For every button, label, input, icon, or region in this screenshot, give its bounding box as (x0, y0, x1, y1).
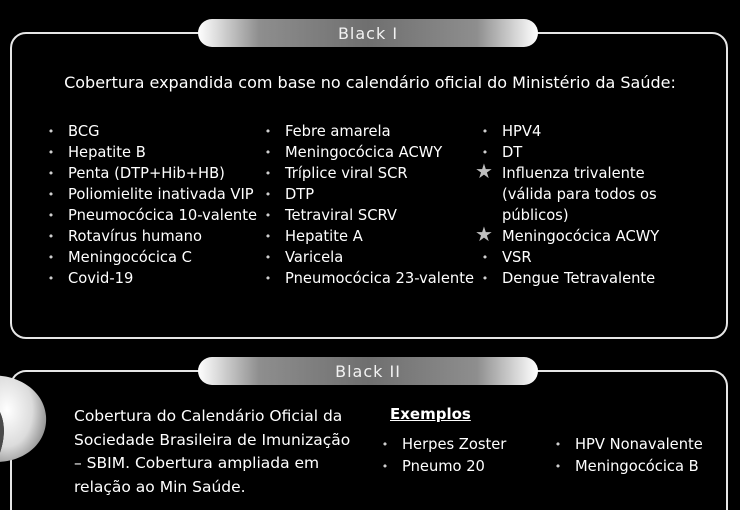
list-item: • Covid-19 (44, 268, 257, 289)
list-item: • Herpes Zoster (378, 434, 506, 456)
list-item: • Dengue Tetravalente (478, 268, 659, 289)
examples-column-1 (378, 434, 506, 478)
bullet-icon: • (47, 272, 55, 285)
list-item: • Pneumocócica 23-valente (261, 268, 474, 289)
examples-column-2 (551, 434, 703, 478)
black-i-intro: Cobertura expandida com base no calendário oficial do Ministério da Saúde: (64, 73, 676, 92)
list-item: • Febre amarela (261, 121, 474, 142)
bullet-icon: • (47, 188, 55, 201)
examples-heading: Exemplos (390, 405, 471, 423)
list-item: • BCG (44, 121, 257, 142)
list-item: • Varicela (261, 247, 474, 268)
list-item: • DTP (261, 184, 474, 205)
bullet-icon: • (47, 209, 55, 222)
bullet-icon: • (481, 251, 489, 264)
list-item: • VSR (478, 247, 659, 268)
bullet-icon: • (554, 460, 562, 473)
bullet-icon: • (47, 125, 55, 138)
bullet-icon: • (47, 230, 55, 243)
black-ii-description: Cobertura do Calendário Oficial da Sociedade Brasileira de Imunização – SBIM. Cobertura ampliada em relação ao Min Saúde. (74, 407, 351, 496)
bullet-icon: • (264, 209, 272, 222)
list-item: • Penta (DTP+Hib+HB) (44, 163, 257, 184)
star-icon: ★ (475, 222, 493, 246)
bullet-icon: • (381, 460, 389, 473)
star-icon: ★ (475, 159, 493, 183)
bullet-icon: • (481, 272, 489, 285)
list-item: • Pneumocócica 10-valente (44, 205, 257, 226)
list-item: • Hepatite B (44, 142, 257, 163)
bullet-icon: • (47, 167, 55, 180)
bullet-icon: • (381, 438, 389, 451)
bullet-icon: • (264, 167, 272, 180)
bullet-icon: • (264, 146, 272, 159)
list-item-highlighted: ★ Meningocócica ACWY (475, 222, 660, 246)
bullet-icon: • (264, 272, 272, 285)
black-i-column-3 (475, 121, 660, 289)
list-item: • Poliomielite inativada VIP (44, 184, 257, 205)
black-i-column-2 (261, 121, 474, 289)
black-i-tab-label: Black I (337, 23, 399, 43)
black-i-tab[interactable] (198, 19, 538, 47)
black-ii-tab-label: Black II (335, 361, 401, 381)
bullet-icon: • (264, 125, 272, 138)
bullet-icon: • (481, 146, 489, 159)
list-item: • DT (478, 142, 659, 163)
bullet-icon: • (264, 251, 272, 264)
black-i-column-1 (44, 121, 257, 289)
black-ii-tab[interactable] (198, 357, 538, 385)
list-item: • Rotavírus humano (44, 226, 257, 247)
list-item: • Pneumo 20 (378, 456, 506, 478)
list-item: • HPV4 (478, 121, 659, 142)
list-item: • Meningocócica C (44, 247, 257, 268)
list-item: • HPV Nonavalente (551, 434, 703, 456)
list-item: • Tetraviral SCRV (261, 205, 474, 226)
page-curl-icon (0, 372, 48, 464)
list-item: • Tríplice viral SCR (261, 163, 474, 184)
bullet-icon: • (264, 230, 272, 243)
bullet-icon: • (47, 146, 55, 159)
list-item-highlighted: ★ Influenza trivalente (válida para todos os públicos) (475, 159, 657, 224)
bullet-icon: • (481, 125, 489, 138)
list-item: • Hepatite A (261, 226, 474, 247)
list-item: • Meningocócica ACWY (261, 142, 474, 163)
list-item: • Meningocócica B (551, 456, 703, 478)
bullet-icon: • (47, 251, 55, 264)
bullet-icon: • (264, 188, 272, 201)
bullet-icon: • (554, 438, 562, 451)
